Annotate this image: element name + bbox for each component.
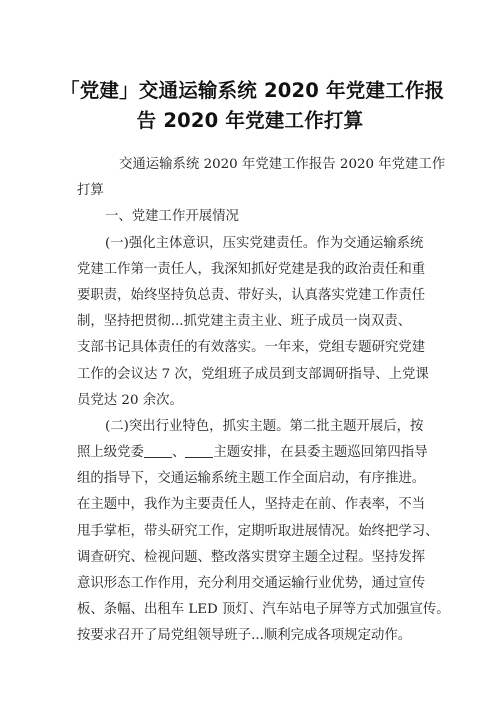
paragraph-line: 工作的会议达 7 次，党组班子成员到支部调研指导、上党课 bbox=[77, 366, 429, 382]
paragraph-line: 在主题中，我作为主要责任人，坚持走在前、作表率，不当 bbox=[77, 497, 426, 513]
paragraph-line: 制，坚持把贯彻...抓党建主责主业、班子成员一岗双责、 bbox=[77, 314, 412, 330]
paragraph-line: 员党达 20 余次。 bbox=[77, 392, 183, 408]
paragraph-line: 交通运输系统 2020 年党建工作报告 2020 年党建工作 bbox=[119, 157, 446, 172]
paragraph-line: 支部书记具体责任的有效落实。一年来，党组专题研究党建 bbox=[77, 340, 426, 356]
paragraph-line: 甩手掌柜，带头研究工作，定期听取进展情况。始终把学习、 bbox=[77, 523, 439, 539]
paragraph-line: 按要求召开了局党组领导班子...顺利完成各项规定动作。 bbox=[77, 628, 412, 644]
paragraph-line: 意识形态工作作用，充分利用交通运输行业优势，通过宣传 bbox=[77, 576, 426, 591]
section-heading: 一、党建工作开展情况 bbox=[105, 209, 239, 225]
paragraph-line: 调查研究、检视问题、整改落实贯穿主题全过程。坚持发挥 bbox=[77, 549, 426, 565]
document-body bbox=[77, 152, 450, 650]
paragraph-line: 组的指导下，交通运输系统主题工作全面启动，有序推进。 bbox=[77, 471, 426, 487]
fill-blank bbox=[185, 443, 213, 458]
paragraph-line: 党建工作第一责任人，我深知抓好党建是我的政治责任和重 bbox=[77, 261, 426, 277]
paragraph-line: 板、条幅、出租车 LED 顶灯、汽车站电子屏等方式加强宣传。 bbox=[77, 602, 450, 618]
paragraph-line-with-blanks bbox=[77, 440, 427, 466]
paragraph-line: (二)突出行业特色，抓实主题。第二批主题开展后，按 bbox=[105, 418, 424, 434]
line-text-before: 照上级党委 bbox=[77, 445, 144, 461]
line-text-mid: 、 bbox=[171, 445, 186, 461]
title-line-2: 告 2020 年党建工作打算 bbox=[136, 109, 364, 132]
document-title bbox=[60, 76, 445, 136]
fill-blank bbox=[144, 443, 172, 458]
title-line-1: 「党建」交通运输系统 2020 年党建工作报 bbox=[60, 79, 445, 102]
line-text-after: 主题安排，在县委主题巡回第四指导 bbox=[213, 445, 428, 461]
paragraph-line: (一)强化主体意识，压实党建责任。作为交通运输系统 bbox=[105, 235, 424, 251]
paragraph-line: 打算 bbox=[77, 183, 104, 199]
paragraph-line: 要职责，始终坚持负总责、带好头，认真落实党建工作责任 bbox=[77, 287, 426, 303]
